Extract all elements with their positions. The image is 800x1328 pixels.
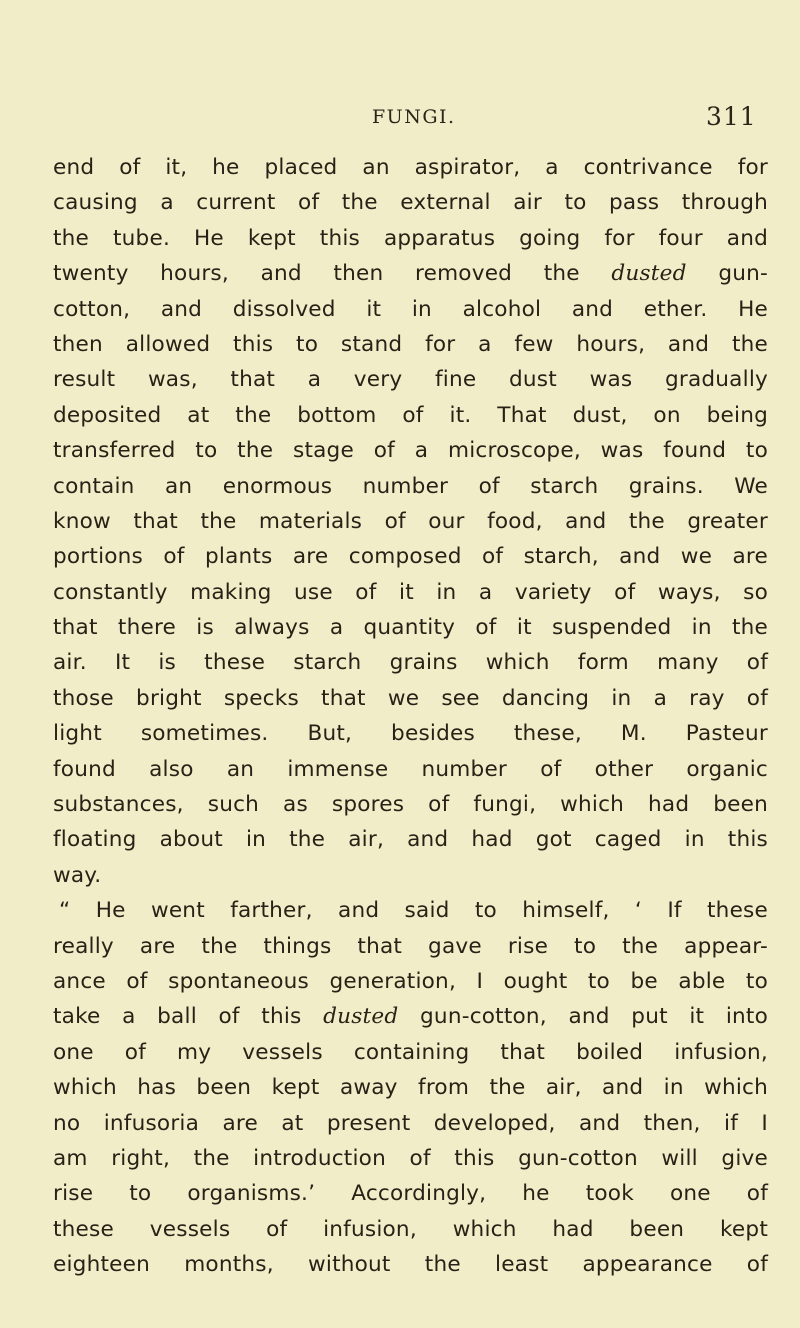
text-line: really are the things that gave rise to the appear- bbox=[53, 933, 768, 959]
text-line: know that the materials of our food, and the greater bbox=[53, 508, 768, 534]
text-line: causing a current of the external air to pass through bbox=[53, 190, 768, 216]
text-line: light sometimes. But, besides these, M. Pasteur bbox=[53, 721, 768, 747]
text-line: that there is always a quantity of it suspended in the bbox=[53, 615, 768, 641]
text-run: gun-cotton, and put it into bbox=[398, 1004, 768, 1030]
text-line bbox=[53, 256, 768, 291]
text-line: those bright specks that we see dancing in a ray of bbox=[53, 685, 768, 711]
text-line: constantly making use of it in a variety of ways, so bbox=[53, 579, 768, 605]
text-line: cotton, and dissolved it in alcohol and ether. He bbox=[53, 296, 768, 322]
text-line: substances, such as spores of fungi, which had been bbox=[53, 792, 768, 818]
text-line: no infusoria are at present developed, and then, if I bbox=[53, 1110, 768, 1136]
text-line: which has been kept away from the air, and in which bbox=[53, 1075, 768, 1101]
text-line: air. It is these starch grains which form many of bbox=[53, 650, 768, 676]
running-title: FUNGI. bbox=[372, 106, 456, 128]
text-line: rise to organisms.’ Accordingly, he took one of bbox=[53, 1181, 768, 1207]
text-line: found also an immense number of other organic bbox=[53, 756, 768, 782]
text-line: end of it, he placed an aspirator, a contrivance for bbox=[53, 155, 768, 180]
text-line: “ He went farther, and said to himself, ‘ If these bbox=[59, 898, 768, 924]
text-line: result was, that a very fine dust was gradually bbox=[53, 367, 768, 393]
text-line: way. bbox=[53, 862, 102, 888]
text-run: take a ball of this bbox=[53, 1004, 324, 1030]
emphasized-word: dusted bbox=[611, 261, 687, 287]
text-line: then allowed this to stand for a few hours, and the bbox=[53, 331, 768, 357]
page-number: 311 bbox=[706, 102, 757, 131]
text-line: deposited at the bottom of it. That dust, on being bbox=[53, 402, 768, 428]
text-line: one of my vessels containing that boiled infusion, bbox=[53, 1039, 768, 1065]
text-run: gun- bbox=[686, 261, 768, 287]
text-line: the tube. He kept this apparatus going for four and bbox=[53, 225, 768, 251]
text-line: floating about in the air, and had got caged in this bbox=[53, 827, 768, 853]
body-text bbox=[53, 150, 768, 1283]
emphasized-word: dusted bbox=[323, 1004, 399, 1030]
running-head bbox=[0, 100, 800, 140]
text-line bbox=[53, 999, 768, 1034]
text-run: twenty hours, and then removed the bbox=[53, 261, 612, 287]
text-line: ance of spontaneous generation, I ought to be able to bbox=[53, 968, 768, 994]
text-line: portions of plants are composed of starch, and we are bbox=[53, 544, 768, 570]
text-line: eighteen months, without the least appearance of bbox=[53, 1252, 768, 1278]
text-line: am right, the introduction of this gun-cotton will give bbox=[53, 1145, 768, 1171]
text-line: these vessels of infusion, which had been kept bbox=[53, 1216, 768, 1242]
text-line: contain an enormous number of starch grains. We bbox=[53, 473, 768, 499]
text-line: transferred to the stage of a microscope, was found to bbox=[53, 438, 768, 464]
